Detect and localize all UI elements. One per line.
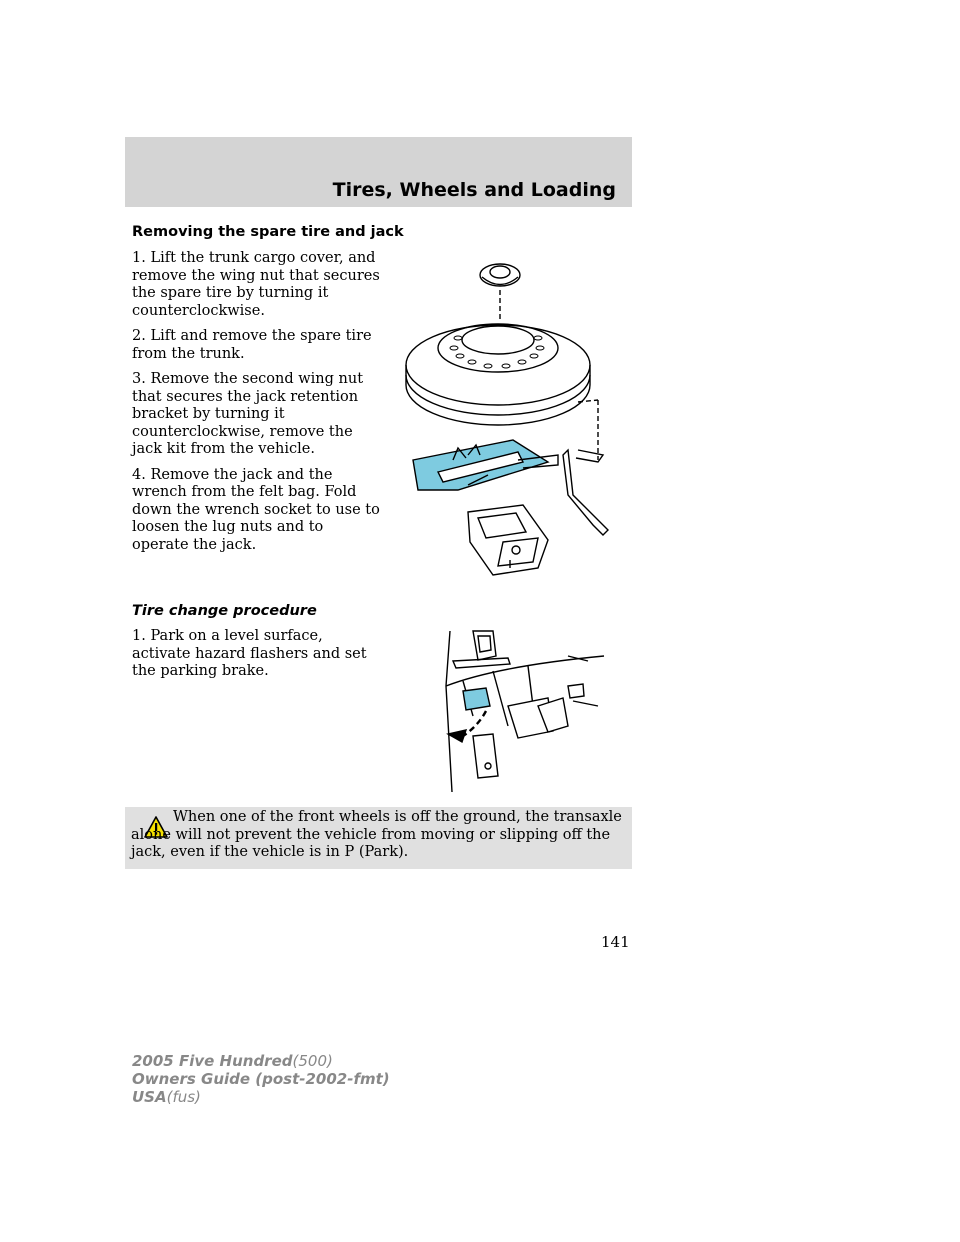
warning-text: When one of the front wheels is off the ground, the transaxle alone will not prevent the vehicle from moving or slipping off the jack, even if the vehicle is in P (Park).: [131, 809, 622, 860]
spare-tire-jack-illustration: [398, 250, 628, 580]
tire-change-steps-list: [132, 628, 382, 689]
parking-brake-illustration: [438, 626, 608, 792]
step-1: 1. Park on a level surface, activate hazard flashers and set the parking brake.: [132, 628, 367, 679]
document-footer: [132, 1052, 390, 1106]
step-4: 4. Remove the jack and the wrench from the felt bag. Fold down the wrench socket to use to loosen the lug nuts and to operate the jack.: [132, 466, 380, 553]
heading-removing-spare: Removing the spare tire and jack: [132, 224, 404, 240]
header-band: [125, 137, 632, 207]
section-title: Tires, Wheels and Loading: [332, 179, 616, 201]
heading-tire-change: Tire change procedure: [132, 603, 317, 619]
step-1: 1. Lift the trunk cargo cover, and remove the wing nut that secures the spare tire by turning it counterclockwise.: [132, 250, 380, 319]
step-3: 3. Remove the second wing nut that secures the jack retention bracket by turning it counterclockwise, remove the jack kit from the vehicle.: [132, 371, 364, 457]
spare-steps-list: [132, 250, 382, 562]
page-number: 141: [601, 933, 630, 951]
footer-line-2: Owners Guide (post-2002-fmt): [132, 1070, 390, 1088]
step-2: 2. Lift and remove the spare tire from the trunk.: [132, 328, 372, 362]
footer-line-3: USA(fus): [132, 1088, 201, 1106]
footer-line-1: 2005 Five Hundred(500): [132, 1052, 333, 1070]
warning-box: [125, 807, 632, 869]
